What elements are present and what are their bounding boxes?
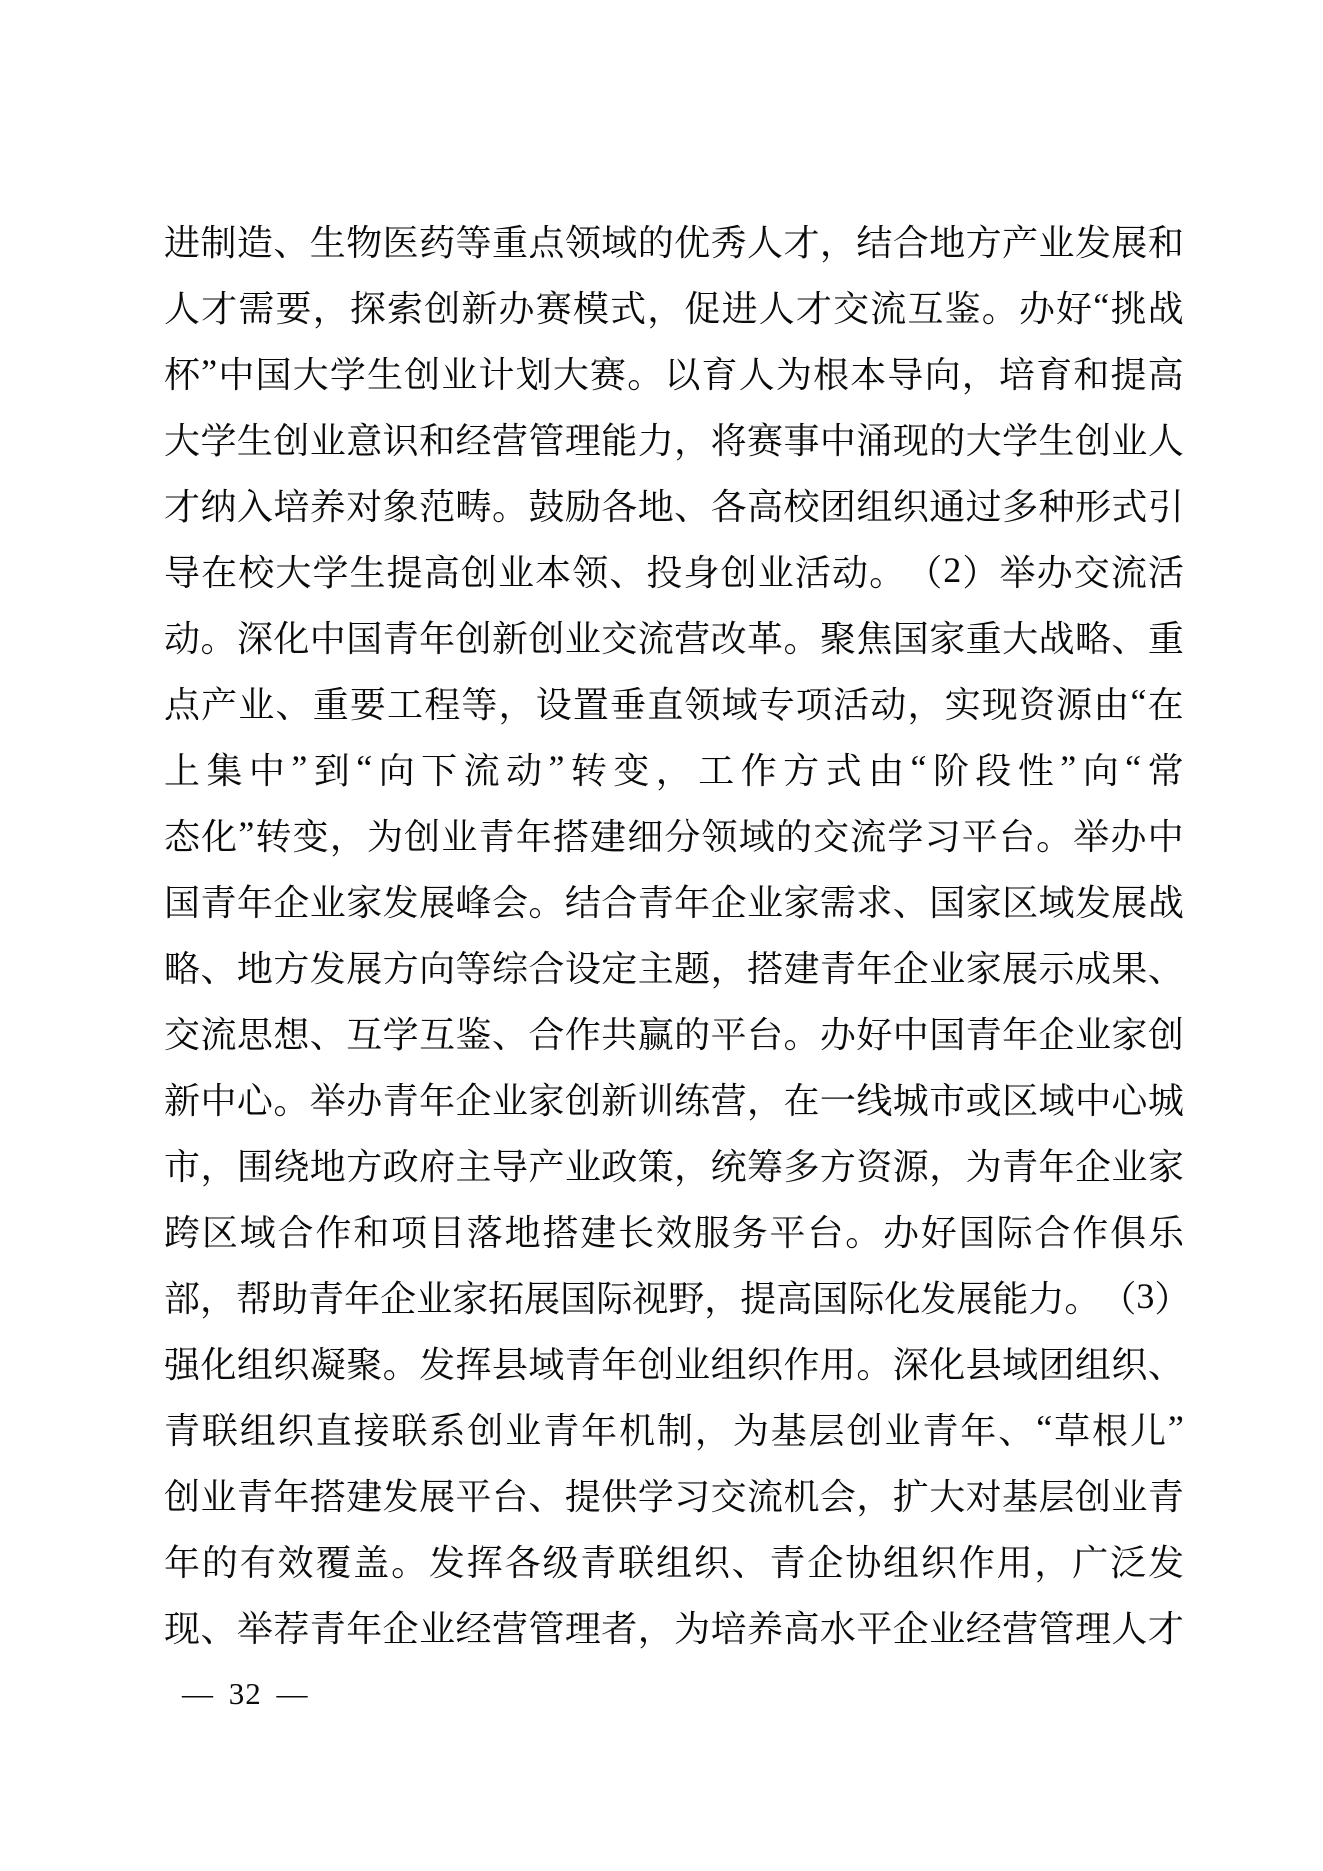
text-line: 略 、 地 方 发 展 方 向 等 综 合 设 定 主 题 ， 搭 建 青 年 企 业 家 展 示 成 果 、 <box>164 948 1184 989</box>
text-line: 强 化 组 织 凝 聚 。 发 挥 县 域 青 年 创 业 组 织 作 用 。 深 化 县 域 团 组 织 、 <box>164 1344 1184 1385</box>
text-line: 才 纳 入 培 养 对 象 范 畴 。 鼓 励 各 地 、 各 高 校 团 组 织 通 过 多 种 形 式 引 <box>164 486 1184 527</box>
body-text <box>164 207 1191 1659</box>
text-line: 动 。 深 化 中 国 青 年 创 新 创 业 交 流 营 改 革 。 聚 焦 国 家 重 大 战 略 、 重 <box>164 618 1184 659</box>
text-line: 市 ， 围 绕 地 方 政 府 主 导 产 业 政 策 ， 统 筹 多 方 资 源 ， 为 青 年 企 业 家 <box>164 1146 1184 1187</box>
text-line: 交 流 思 想 、 互 学 互 鉴 、 合 作 共 赢 的 平 台 。 办 好 中 国 青 年 企 业 家 创 <box>164 1014 1184 1055</box>
text-line: 进 制 造 、 生 物 医 药 等 重 点 领 域 的 优 秀 人 才 ， 结 合 地 方 产 业 发 展 和 <box>164 222 1184 263</box>
text-line: 跨 区 域 合 作 和 项 目 落 地 搭 建 长 效 服 务 平 台 。 办 好 国 际 合 作 俱 乐 <box>164 1212 1184 1253</box>
text-line: 部 ， 帮 助 青 年 企 业 家 拓 展 国 际 视 野 ， 提 高 国 际 化 发 展 能 力 。 （ 3 ） <box>164 1276 1191 1319</box>
text-line: 态 化 ” 转 变 ， 为 创 业 青 年 搭 建 细 分 领 域 的 交 流 学 习 平 台 。 举 办 中 <box>164 814 1184 857</box>
text-line: 年 的 有 效 覆 盖 。 发 挥 各 级 青 联 组 织 、 青 企 协 组 织 作 用 ， 广 泛 发 <box>164 1542 1184 1583</box>
text-line: 大 学 生 创 业 意 识 和 经 营 管 理 能 力 ， 将 赛 事 中 涌 现 的 大 学 生 创 业 人 <box>164 420 1184 461</box>
text-line: 创 业 青 年 搭 建 发 展 平 台 、 提 供 学 习 交 流 机 会 ， 扩 大 对 基 层 创 业 青 <box>164 1476 1184 1517</box>
text-line: 现 、 举 荐 青 年 企 业 经 营 管 理 者 ， 为 培 养 高 水 平 企 业 经 营 管 理 人 才 <box>164 1608 1184 1649</box>
text-line: 杯 ” 中 国 大 学 生 创 业 计 划 大 赛 。 以 育 人 为 根 本 导 向 ， 培 育 和 提 高 <box>164 352 1184 395</box>
text-line: 上 集 中 ” 到 “ 向 下 流 动 ” 转 变 ， 工 作 方 式 由 “ 阶 段 性 ” 向 “ 常 <box>164 748 1184 791</box>
text-line: 国 青 年 企 业 家 发 展 峰 会 。 结 合 青 年 企 业 家 需 求 、 国 家 区 域 发 展 战 <box>164 882 1184 923</box>
text-line: 导 在 校 大 学 生 提 高 创 业 本 领 、 投 身 创 业 活 动 。 （ 2 ） 举 办 交 流 活 <box>164 550 1184 593</box>
text-line: 点 产 业 、 重 要 工 程 等 ， 设 置 垂 直 领 域 专 项 活 动 ， 实 现 资 源 由 “ 在 <box>164 682 1184 725</box>
page-number: — 32 — <box>182 1676 309 1711</box>
text-line: 人 才 需 要 ， 探 索 创 新 办 赛 模 式 ， 促 进 人 才 交 流 互 鉴 。 办 好 “ 挑 战 <box>164 286 1184 329</box>
text-line: 青 联 组 织 直 接 联 系 创 业 青 年 机 制 ， 为 基 层 创 业 青 年 、 “ 草 根 儿 ” <box>164 1408 1184 1451</box>
text-line: 新 中 心 。 举 办 青 年 企 业 家 创 新 训 练 营 ， 在 一 线 城 市 或 区 域 中 心 城 <box>164 1080 1184 1121</box>
